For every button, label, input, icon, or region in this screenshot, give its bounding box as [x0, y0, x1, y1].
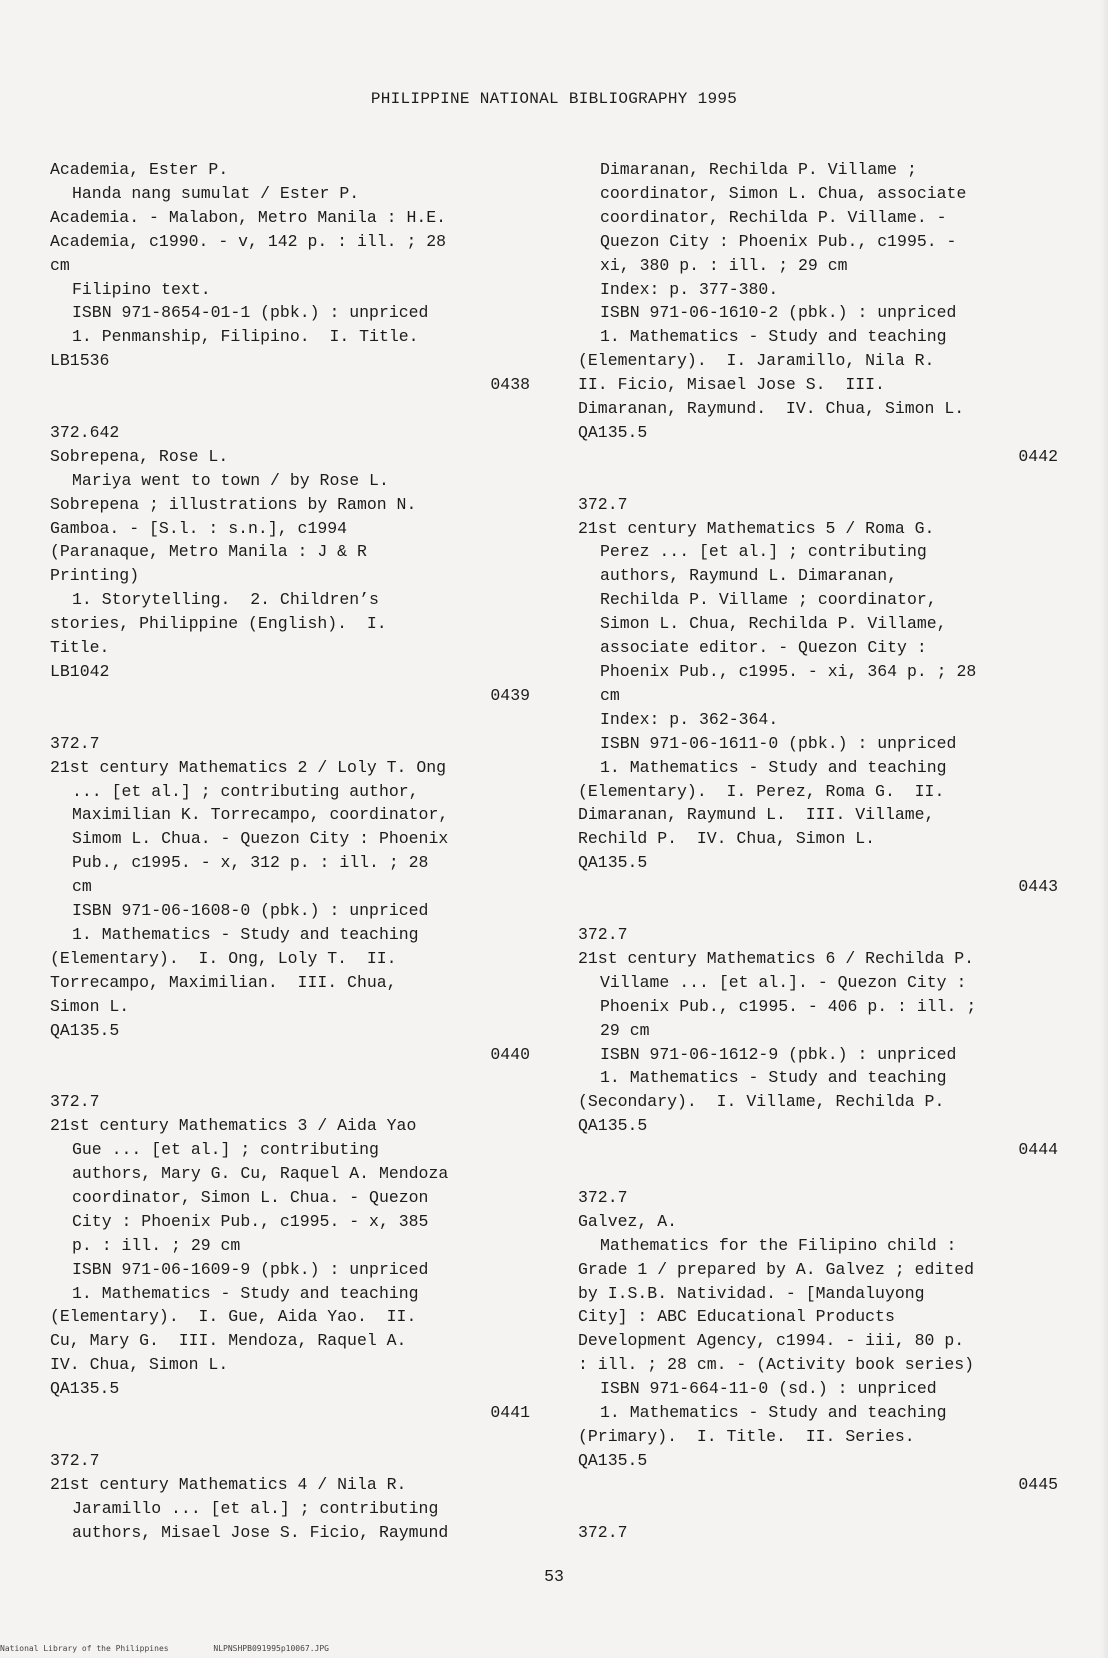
entry-line: City : Phoenix Pub., c1995. - x, 385	[72, 1211, 429, 1231]
entry-number: 0441	[490, 1403, 530, 1423]
entry-line: Academia. - Malabon, Metro Manila : H.E.	[50, 207, 447, 227]
entry-spacer	[578, 1162, 1058, 1186]
entry-line: authors, Raymund L. Dimaranan,	[600, 566, 898, 586]
entry-line: Dimaranan, Rechilda P. Villame ;	[600, 160, 917, 179]
entry-line: 372.7	[50, 733, 100, 753]
footer-file: NLPNSHPB091995p10067.JPG	[213, 1644, 329, 1653]
entry-line: 1. Penmanship, Filipino. I. Title.	[72, 327, 419, 347]
entry-line: 21st century Mathematics 2 / Loly T. Ong	[50, 757, 447, 777]
entry-line: 1. Mathematics - Study and teaching	[600, 1068, 947, 1088]
entry-line: Filipino text.	[72, 279, 211, 299]
entry-line: associate editor. - Quezon City :	[600, 638, 927, 658]
left-column	[50, 158, 530, 1545]
entry-line: II. Ficio, Misael Jose S. III.	[578, 375, 885, 395]
entry-line: Phoenix Pub., c1995. - 406 p. : ill. ;	[600, 996, 977, 1016]
entry-line: Grade 1 / prepared by A. Galvez ; edited	[578, 1259, 975, 1279]
page-header: PHILIPPINE NATIONAL BIBLIOGRAPHY 1995	[370, 90, 738, 108]
entry-line: 1. Mathematics - Study and teaching	[600, 327, 947, 347]
entry-line: Academia, c1990. - v, 142 p. : ill. ; 28	[50, 231, 447, 251]
entry-spacer	[50, 708, 530, 732]
entry-line: ISBN 971-06-1609-9 (pbk.) : unpriced	[72, 1259, 429, 1279]
entry-line: (Primary). I. Title. II. Series.	[578, 1426, 915, 1446]
entry-line: 372.7	[578, 1187, 628, 1207]
entry-line: Galvez, A.	[578, 1211, 678, 1231]
entry-line: Phoenix Pub., c1995. - xi, 364 p. ; 28	[600, 662, 977, 682]
entry-line: stories, Philippine (English). I.	[50, 614, 387, 634]
entry-line: Sobrepena ; illustrations by Ramon N.	[50, 494, 417, 514]
entry-line: : ill. ; 28 cm. - (Activity book series)	[578, 1355, 975, 1375]
entry-line: Rechild P. IV. Chua, Simon L.	[578, 829, 876, 849]
entry-line: (Elementary). I. Ong, Loly T. II.	[50, 948, 397, 968]
entry-line: Villame ... [et al.]. - Quezon City :	[600, 972, 967, 992]
bibliographic-entry	[50, 158, 530, 421]
entry-line: cm	[50, 255, 70, 275]
entry-line: IV. Chua, Simon L.	[50, 1355, 229, 1375]
entry-number: 0442	[1018, 446, 1058, 466]
bibliographic-entry	[50, 732, 530, 1091]
entry-line: 372.7	[578, 1522, 628, 1542]
entry-line: ISBN 971-664-11-0 (sd.) : unpriced	[600, 1379, 937, 1399]
entry-line: p. : ill. ; 29 cm	[72, 1235, 241, 1255]
bibliographic-entry	[50, 1090, 530, 1449]
entry-line: 1. Mathematics - Study and teaching	[600, 757, 947, 777]
entry-line: QA135.5	[578, 1116, 648, 1136]
entry-line: City] : ABC Educational Products	[578, 1307, 895, 1327]
entry-number: 0444	[1018, 1140, 1058, 1160]
entry-line: authors, Misael Jose S. Ficio, Raymund	[72, 1522, 449, 1542]
entry-line: ISBN 971-8654-01-1 (pbk.) : unpriced	[72, 303, 429, 323]
entry-line: Development Agency, c1994. - iii, 80 p.	[578, 1331, 965, 1351]
entry-line: cm	[600, 685, 620, 705]
entry-line: Printing)	[50, 566, 140, 586]
entry-line: ISBN 971-06-1608-0 (pbk.) : unpriced	[72, 901, 429, 921]
entry-line: Quezon City : Phoenix Pub., c1995. -	[600, 231, 957, 251]
entry-line: ISBN 971-06-1610-2 (pbk.) : unpriced	[600, 303, 957, 323]
entry-line: QA135.5	[50, 1379, 120, 1399]
entry-line: Index: p. 362-364.	[600, 709, 779, 729]
entry-line: QA135.5	[578, 1450, 648, 1470]
entry-line: 29 cm	[600, 1020, 650, 1040]
entry-line: cm	[72, 877, 92, 897]
entry-line: Gue ... [et al.] ; contributing	[72, 1140, 379, 1160]
entry-line: Gamboa. - [S.l. : s.n.], c1994	[50, 518, 348, 538]
entry-spacer	[578, 1497, 1058, 1521]
entry-line: 1. Mathematics - Study and teaching	[600, 1403, 947, 1423]
bibliographic-entry	[578, 158, 1058, 493]
entry-line: Pub., c1995. - x, 312 p. : ill. ; 28	[72, 853, 429, 873]
entry-line: 21st century Mathematics 4 / Nila R.	[50, 1474, 407, 1494]
entry-number: 0439	[490, 685, 530, 705]
entry-line: QA135.5	[578, 422, 648, 442]
entry-line: 21st century Mathematics 5 / Roma G.	[578, 518, 935, 538]
entry-line: 1. Mathematics - Study and teaching	[72, 924, 419, 944]
entry-line: coordinator, Simon L. Chua, associate	[600, 183, 967, 203]
entry-line: 21st century Mathematics 3 / Aida Yao	[50, 1116, 417, 1136]
entry-line: (Elementary). I. Gue, Aida Yao. II.	[50, 1307, 417, 1327]
entry-line: Simom L. Chua. - Quezon City : Phoenix	[72, 829, 449, 849]
entry-line: Mathematics for the Filipino child :	[600, 1235, 957, 1255]
entry-line: Maximilian K. Torrecampo, coordinator,	[72, 805, 449, 825]
entry-line: 372.7	[578, 924, 628, 944]
bibliographic-entry	[578, 493, 1058, 923]
entry-line: authors, Mary G. Cu, Raquel A. Mendoza	[72, 1164, 449, 1184]
entry-line: Dimaranan, Raymund L. III. Villame,	[578, 805, 935, 825]
entry-line: Cu, Mary G. III. Mendoza, Raquel A.	[50, 1331, 407, 1351]
entry-line: coordinator, Simon L. Chua. - Quezon	[72, 1187, 429, 1207]
page-edge-shadow	[1100, 0, 1108, 1658]
entry-line: ... [et al.] ; contributing author,	[72, 781, 419, 801]
entry-number: 0438	[490, 375, 530, 395]
entry-line: Dimaranan, Raymund. IV. Chua, Simon L.	[578, 399, 965, 419]
bibliographic-entry	[578, 1521, 1058, 1545]
entry-line: (Paranaque, Metro Manila : J & R	[50, 542, 367, 562]
entry-line: 1. Storytelling. 2. Children’s	[72, 590, 379, 610]
entry-line: Mariya went to town / by Rose L.	[72, 470, 389, 490]
entry-spacer	[50, 1425, 530, 1449]
entry-line: Rechilda P. Villame ; coordinator,	[600, 590, 937, 610]
entry-line: 372.642	[50, 422, 120, 442]
entry-line: Simon L.	[50, 996, 130, 1016]
entry-line: 372.7	[50, 1092, 100, 1112]
entry-spacer	[50, 397, 530, 421]
entry-line: Title.	[50, 638, 110, 658]
right-column	[578, 158, 1058, 1545]
entry-line: Handa nang sumulat / Ester P.	[72, 183, 360, 203]
entry-line: (Elementary). I. Jaramillo, Nila R.	[578, 351, 935, 371]
entry-number: 0440	[490, 1044, 530, 1064]
bibliographic-entry	[578, 923, 1058, 1186]
entry-line: Torrecampo, Maximilian. III. Chua,	[50, 972, 397, 992]
entry-line: coordinator, Rechilda P. Villame. -	[600, 207, 947, 227]
bibliographic-entry	[578, 1186, 1058, 1521]
entry-spacer	[578, 899, 1058, 923]
entry-spacer	[50, 1066, 530, 1090]
scan-footer	[0, 1644, 369, 1653]
entry-line: Index: p. 377-380.	[600, 279, 779, 299]
entry-number: 0443	[1018, 877, 1058, 897]
entry-line: (Secondary). I. Villame, Rechilda P.	[578, 1092, 945, 1112]
entry-line: Jaramillo ... [et al.] ; contributing	[72, 1498, 439, 1518]
entry-line: LB1042	[50, 662, 110, 682]
entry-line: Academia, Ester P.	[50, 160, 229, 179]
entry-number: 0445	[1018, 1474, 1058, 1494]
entry-line: LB1536	[50, 351, 110, 371]
entry-line: by I.S.B. Natividad. - [Mandaluyong	[578, 1283, 925, 1303]
entry-line: Perez ... [et al.] ; contributing	[600, 542, 927, 562]
bibliographic-entry	[50, 1449, 530, 1545]
entry-line: 1. Mathematics - Study and teaching	[72, 1283, 419, 1303]
entry-line: QA135.5	[578, 853, 648, 873]
entry-line: Simon L. Chua, Rechilda P. Villame,	[600, 614, 947, 634]
entry-line: Sobrepena, Rose L.	[50, 446, 229, 466]
entry-line: 21st century Mathematics 6 / Rechilda P.	[578, 948, 975, 968]
entry-line: xi, 380 p. : ill. ; 29 cm	[600, 255, 848, 275]
bibliographic-entry	[50, 421, 530, 732]
entry-line: ISBN 971-06-1611-0 (pbk.) : unpriced	[600, 733, 957, 753]
entry-line: 372.7	[578, 494, 628, 514]
entry-line: QA135.5	[50, 1020, 120, 1040]
entry-line: 372.7	[50, 1450, 100, 1470]
entry-line: ISBN 971-06-1612-9 (pbk.) : unpriced	[600, 1044, 957, 1064]
entry-line: (Elementary). I. Perez, Roma G. II.	[578, 781, 945, 801]
footer-library: National Library of the Philippines	[0, 1644, 169, 1653]
entry-spacer	[578, 469, 1058, 493]
page-number: 53	[544, 1567, 564, 1586]
